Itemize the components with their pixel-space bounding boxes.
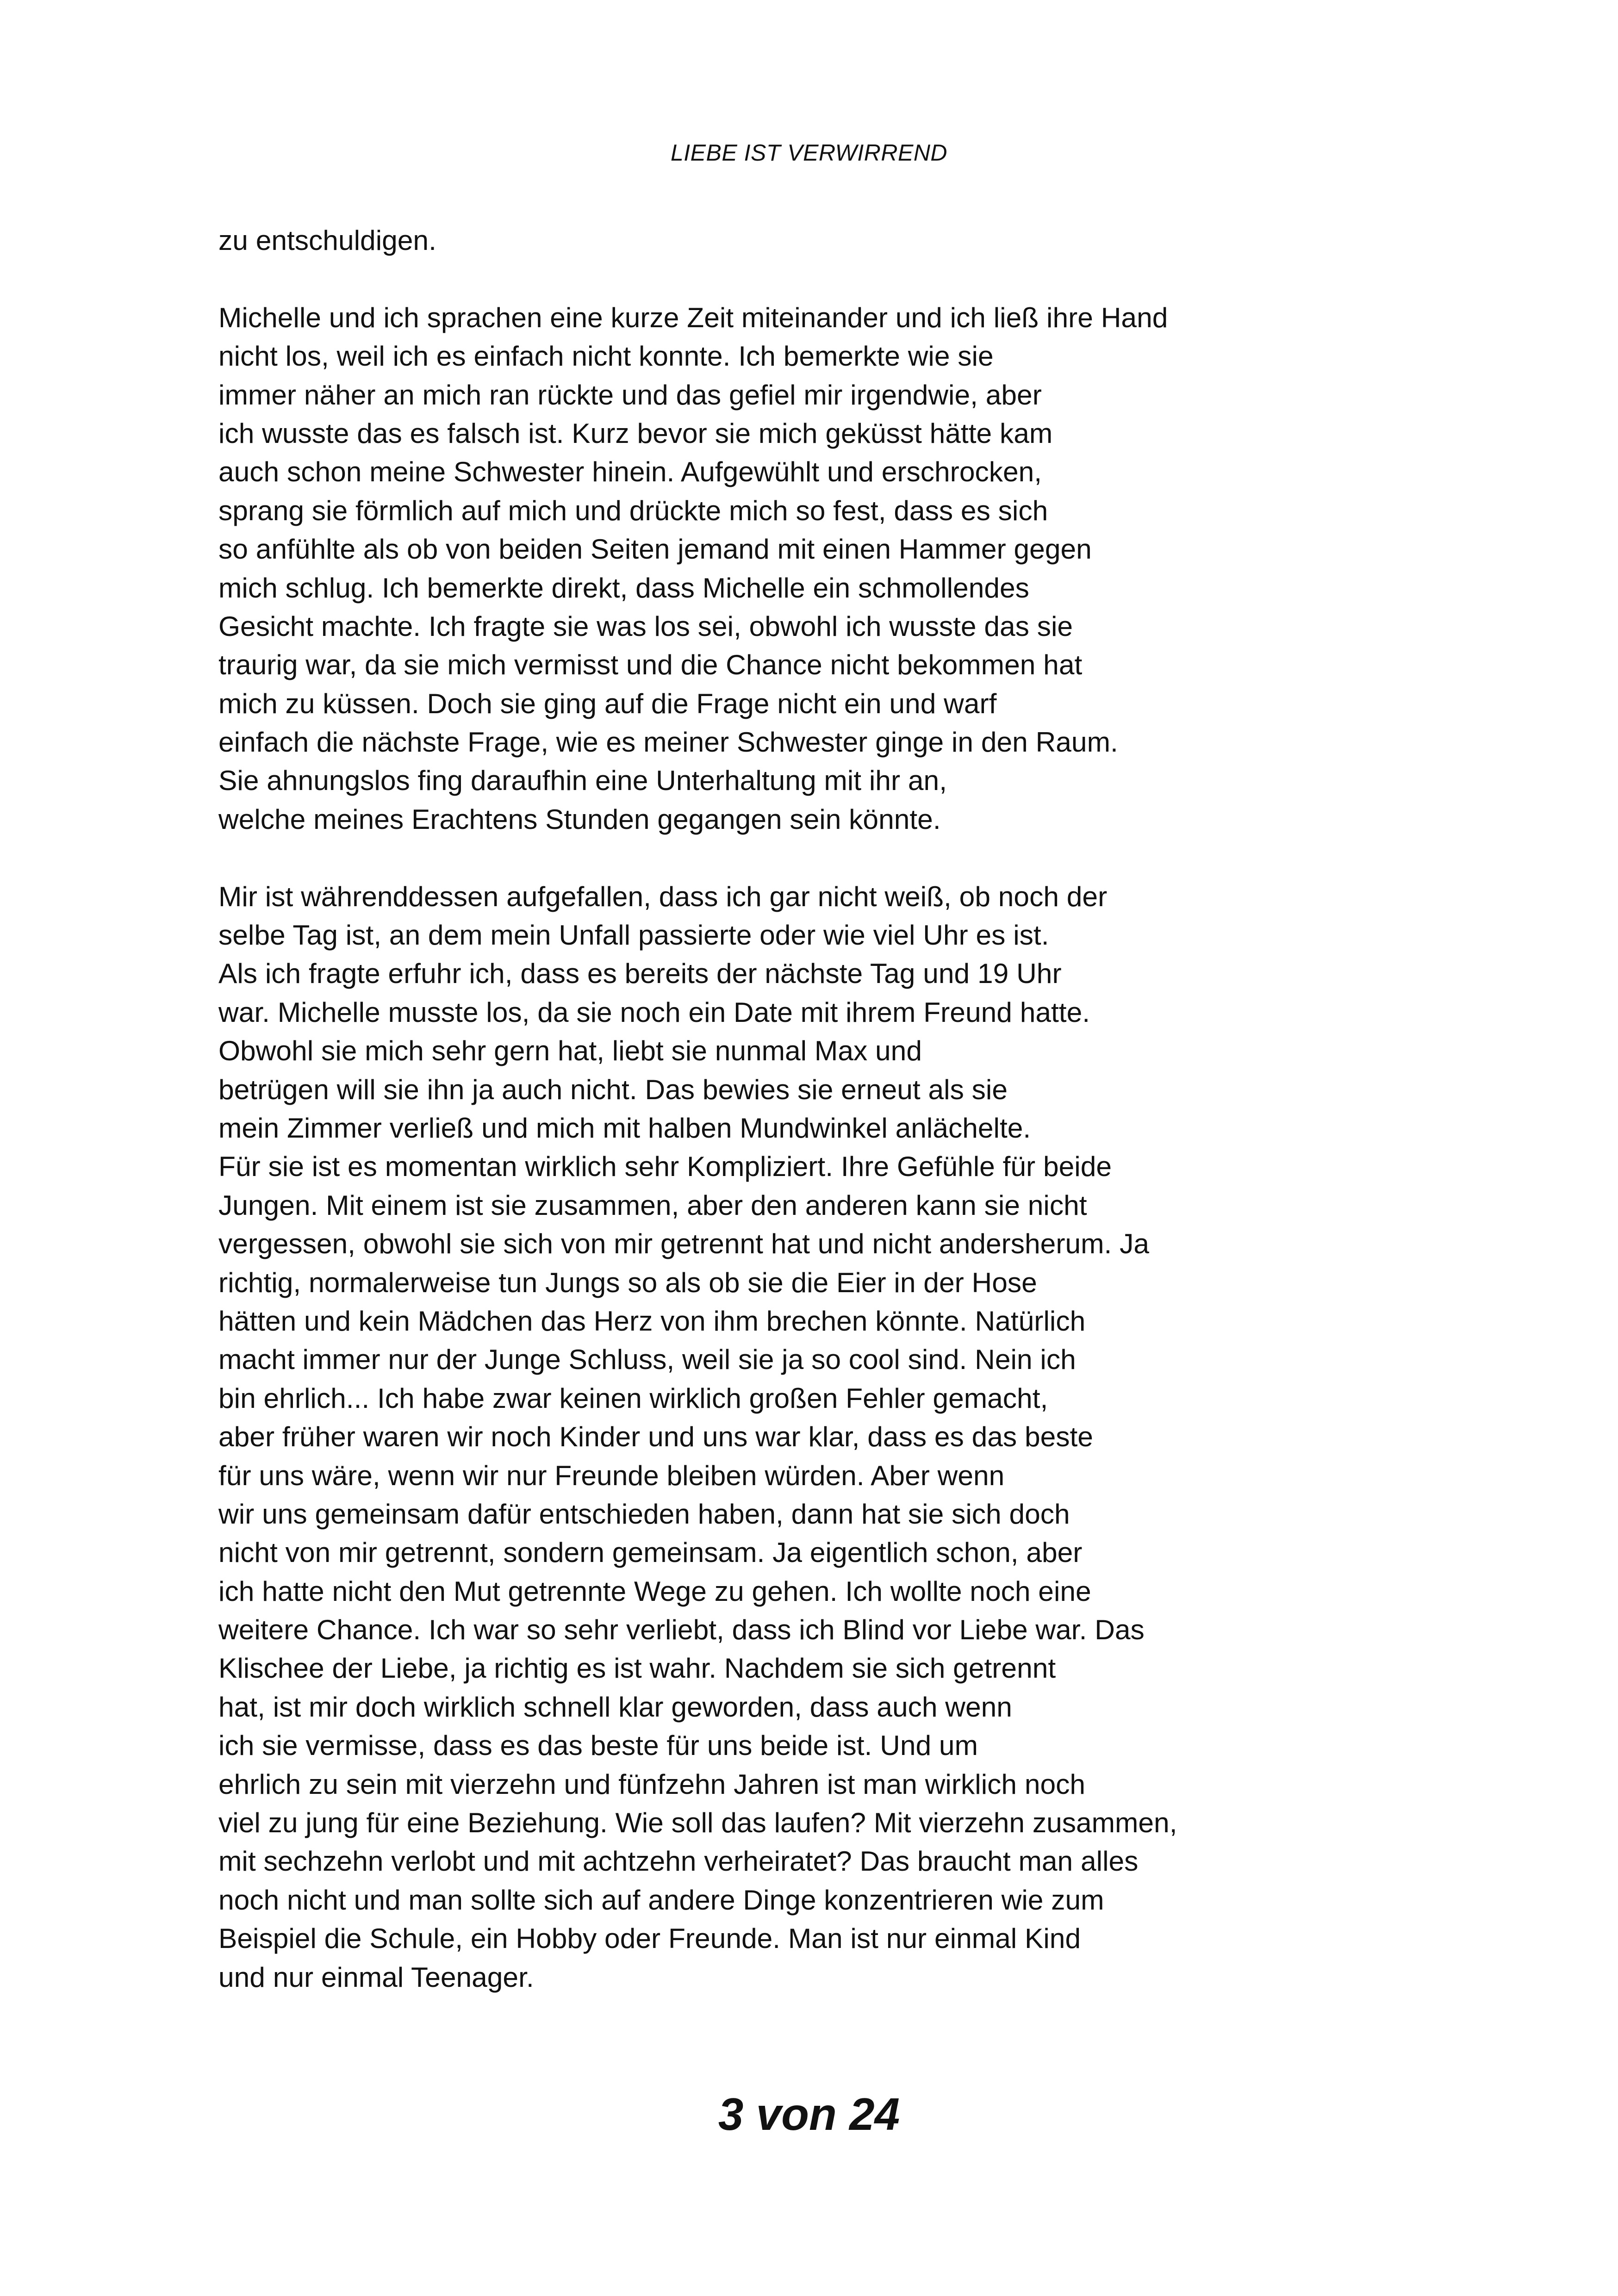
- text-line: viel zu jung für eine Beziehung. Wie soll das laufen? Mit vierzehn zusammen,: [218, 1807, 1177, 1839]
- text-line: weitere Chance. Ich war so sehr verliebt, dass ich Blind vor Liebe war. Das: [218, 1614, 1145, 1646]
- text-line: immer näher an mich ran rückte und das gefiel mir irgendwie, aber: [218, 379, 1042, 411]
- text-line: mit sechzehn verlobt und mit achtzehn verheiratet? Das braucht man alles: [218, 1845, 1139, 1877]
- text-line: bin ehrlich... Ich habe zwar keinen wirklich großen Fehler gemacht,: [218, 1382, 1048, 1414]
- text-line: auch schon meine Schwester hinein. Aufgewühlt und erschrocken,: [218, 456, 1042, 488]
- text-line: für uns wäre, wenn wir nur Freunde bleiben würden. Aber wenn: [218, 1459, 1005, 1491]
- text-line: einfach die nächste Frage, wie es meiner Schwester ginge in den Raum.: [218, 726, 1118, 758]
- paragraph: [218, 877, 1385, 1997]
- text-line: sprang sie förmlich auf mich und drückte mich so fest, dass es sich: [218, 494, 1048, 526]
- text-line: Gesicht machte. Ich fragte sie was los sei, obwohl ich wusste das sie: [218, 610, 1073, 642]
- text-line: Michelle und ich sprachen eine kurze Zeit miteinander und ich ließ ihre Hand: [218, 301, 1168, 333]
- paragraph: [218, 221, 1385, 260]
- text-line: ich hatte nicht den Mut getrennte Wege zu gehen. Ich wollte noch eine: [218, 1575, 1091, 1607]
- text-line: nicht los, weil ich es einfach nicht konnte. Ich bemerkte wie sie: [218, 340, 994, 372]
- text-line: selbe Tag ist, an dem mein Unfall passierte oder wie viel Uhr es ist.: [218, 919, 1049, 951]
- text-line: welche meines Erachtens Stunden gegangen sein könnte.: [218, 803, 941, 835]
- text-line: Obwohl sie mich sehr gern hat, liebt sie nunmal Max und: [218, 1035, 922, 1067]
- paragraph: [218, 299, 1385, 839]
- text-line: traurig war, da sie mich vermisst und die Chance nicht bekommen hat: [218, 649, 1083, 681]
- text-line: hätten und kein Mädchen das Herz von ihm brechen könnte. Natürlich: [218, 1305, 1086, 1337]
- text-line: Für sie ist es momentan wirklich sehr Kompliziert. Ihre Gefühle für beide: [218, 1151, 1112, 1182]
- text-line: mein Zimmer verließ und mich mit halben Mundwinkel anlächelte.: [218, 1112, 1031, 1144]
- paragraph-spacer: [218, 260, 1385, 298]
- text-line: richtig, normalerweise tun Jungs so als ob sie die Eier in der Hose: [218, 1266, 1037, 1298]
- text-line: so anfühlte als ob von beiden Seiten jemand mit einen Hammer gegen: [218, 533, 1092, 565]
- page-number: 3 von 24: [718, 2089, 900, 2140]
- text-line: nicht von mir getrennt, sondern gemeinsam. Ja eigentlich schon, aber: [218, 1537, 1083, 1568]
- text-line: Sie ahnungslos fing daraufhin eine Unterhaltung mit ihr an,: [218, 765, 947, 796]
- text-line: Klischee der Liebe, ja richtig es ist wahr. Nachdem sie sich getrennt: [218, 1652, 1056, 1684]
- text-line: ich wusste das es falsch ist. Kurz bevor sie mich geküsst hätte kam: [218, 417, 1053, 449]
- text-line: Beispiel die Schule, ein Hobby oder Freunde. Man ist nur einmal Kind: [218, 1923, 1081, 1954]
- text-line: zu entschuldigen.: [218, 224, 436, 256]
- text-line: hat, ist mir doch wirklich schnell klar geworden, dass auch wenn: [218, 1691, 1012, 1723]
- text-line: mich zu küssen. Doch sie ging auf die Frage nicht ein und warf: [218, 687, 997, 719]
- text-line: noch nicht und man sollte sich auf andere Dinge konzentrieren wie zum: [218, 1884, 1104, 1916]
- text-line: macht immer nur der Junge Schluss, weil sie ja so cool sind. Nein ich: [218, 1344, 1076, 1375]
- text-line: war. Michelle musste los, da sie noch ein Date mit ihrem Freund hatte.: [218, 996, 1090, 1028]
- text-line: und nur einmal Teenager.: [218, 1961, 534, 1993]
- text-line: wir uns gemeinsam dafür entschieden haben, dann hat sie sich doch: [218, 1498, 1070, 1530]
- text-line: ehrlich zu sein mit vierzehn und fünfzehn Jahren ist man wirklich noch: [218, 1768, 1086, 1800]
- text-line: betrügen will sie ihn ja auch nicht. Das bewies sie erneut als sie: [218, 1073, 1008, 1105]
- text-line: vergessen, obwohl sie sich von mir getrennt hat und nicht andersherum. Ja: [218, 1228, 1150, 1260]
- text-line: Als ich fragte erfuhr ich, dass es bereits der nächste Tag und 19 Uhr: [218, 958, 1062, 989]
- text-line: mich schlug. Ich bemerkte direkt, dass Michelle ein schmollendes: [218, 572, 1029, 604]
- text-line: Jungen. Mit einem ist sie zusammen, aber den anderen kann sie nicht: [218, 1189, 1087, 1221]
- text-line: Mir ist währenddessen aufgefallen, dass ich gar nicht weiß, ob noch der: [218, 880, 1108, 912]
- text-line: ich sie vermisse, dass es das beste für uns beide ist. Und um: [218, 1730, 978, 1761]
- body-text: [218, 221, 1385, 1997]
- text-line: aber früher waren wir noch Kinder und uns war klar, dass es das beste: [218, 1421, 1093, 1453]
- paragraph-spacer: [218, 839, 1385, 877]
- running-header: LIEBE IST VERWIRREND: [670, 140, 948, 166]
